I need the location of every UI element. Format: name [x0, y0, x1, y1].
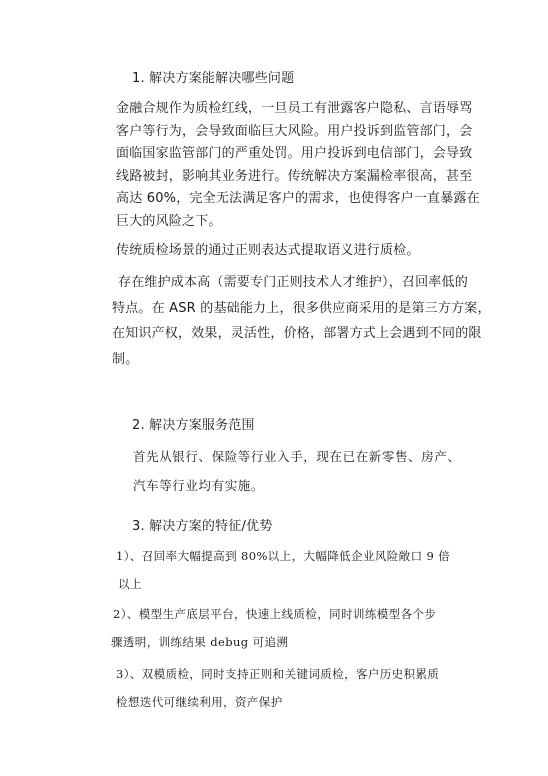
- text-line: 客户等行为，会导致面临巨大风险。用户投诉到监管部门，会: [116, 123, 473, 139]
- text-line: 传统质检场景的通过正则表达式提取语义进行质检。: [116, 243, 420, 258]
- section-2-heading: 2. 解决方案服务范围: [132, 418, 255, 433]
- text-line: 金融合规作为质检红线，一旦员工有泄露客户隐私、言语辱骂: [116, 101, 473, 116]
- text-line: 存在维护成本高（需要专门正则技术人才维护），召回率低的: [118, 275, 468, 290]
- text-line: 制。: [112, 351, 139, 367]
- text-line: 在知识产权，效果，灵活性，价格，部署方式上会遇到不同的限: [112, 326, 482, 341]
- text-line: 特点。在 ASR 的基础能力上，很多供应商采用的是第三方方案，: [112, 300, 491, 316]
- section-1-paragraph-1: [116, 98, 480, 233]
- advantage-item-1: [116, 542, 450, 598]
- text-line: 1）、召回率大幅提高到 80%以上，大幅降低企业风险敞口 9 倍: [116, 549, 451, 563]
- section-1-paragraph-3: [112, 270, 491, 372]
- text-line: 汽车等行业均有实施。: [133, 478, 265, 493]
- advantage-item-3: [116, 660, 439, 716]
- text-line: 检想迭代可继续利用，资产保护: [116, 695, 283, 709]
- text-line: 以上: [118, 577, 142, 591]
- text-line: 3）、双模质检，同时支持正则和关键词质检，客户历史积累质: [116, 667, 440, 681]
- text-line: 首先从银行、保险等行业入手，现在已在新零售、房产、: [133, 449, 461, 464]
- text-line: 面临国家监管部门的严重处罚。用户投诉到电信部门，会导致: [116, 146, 473, 161]
- section-2-paragraph: [133, 442, 461, 500]
- text-line: 巨大的风险之下。: [116, 213, 222, 229]
- text-line: 高达 60%，完全无法满足客户的需求，也使得客户一直暴露在: [116, 191, 480, 206]
- section-3-heading: 3. 解决方案的特征/优势: [132, 519, 273, 534]
- section-1-heading: 1. 解决方案能解决哪些问题: [132, 71, 295, 86]
- advantage-item-2: [111, 600, 436, 656]
- section-1-paragraph-2: [116, 240, 420, 263]
- text-line: 2）、模型生产底层平台，快速上线质检，同时训练模型各个步: [113, 607, 437, 621]
- text-line: 骤透明，训练结果 debug 可追溯: [111, 635, 289, 649]
- text-line: 线路被封，影响其业务进行。传统解决方案漏检率很高，甚至: [116, 168, 473, 184]
